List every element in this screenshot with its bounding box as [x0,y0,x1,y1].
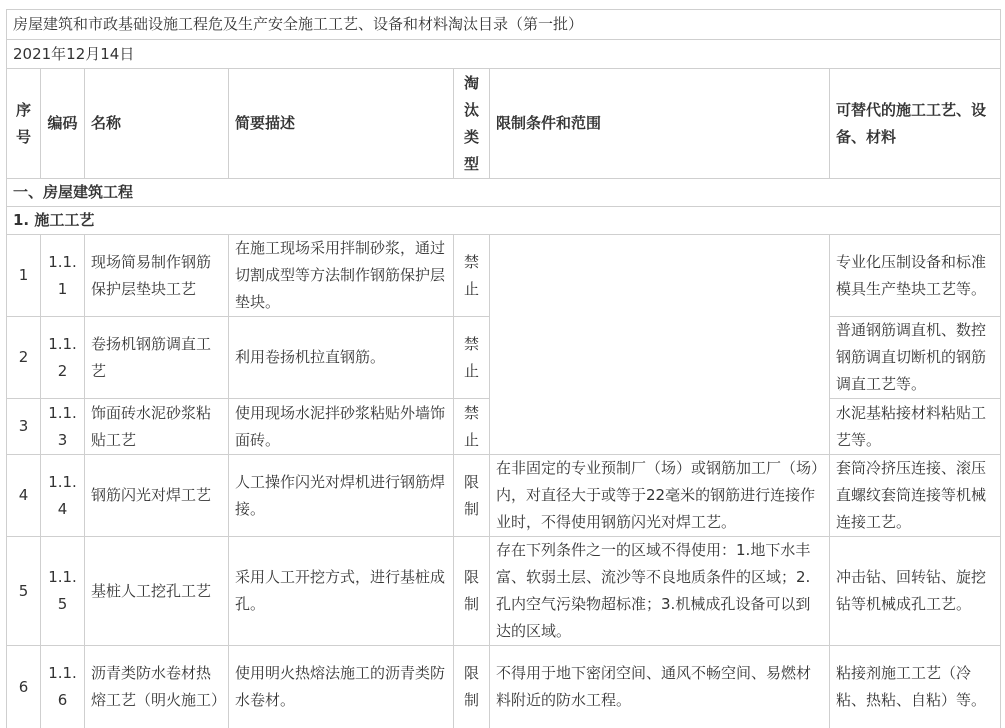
table-row [7,455,1001,537]
table-row [7,235,1001,317]
cell-type: 限制 [454,537,490,646]
cell-name: 钢筋闪光对焊工艺 [85,455,229,537]
cell-code: 1.1.2 [41,317,85,399]
col-header-name: 名称 [85,69,229,179]
col-header-alt: 可替代的施工工艺、设备、材料 [830,69,1001,179]
catalog-table [6,9,1001,728]
cell-seq: 2 [7,317,41,399]
cell-desc: 人工操作闪光对焊机进行钢筋焊接。 [229,455,454,537]
cell-desc: 使用现场水泥拌砂浆粘贴外墙饰面砖。 [229,399,454,455]
subsection-heading: 1. 施工工艺 [7,207,1001,235]
col-header-limit: 限制条件和范围 [490,69,830,179]
cell-limit [490,235,830,455]
col-header-desc: 简要描述 [229,69,454,179]
cell-alt: 粘接剂施工工艺（冷粘、热粘、自粘）等。 [830,646,1001,728]
cell-type: 禁止 [454,399,490,455]
cell-seq: 5 [7,537,41,646]
cell-desc: 在施工现场采用拌制砂浆，通过切割成型等方法制作钢筋保护层垫块。 [229,235,454,317]
cell-limit: 存在下列条件之一的区域不得使用：1.地下水丰富、软弱土层、流沙等不良地质条件的区域；2.孔内空气污染物超标准；3.机械成孔设备可以到达的区域。 [490,537,830,646]
cell-seq: 3 [7,399,41,455]
cell-limit: 不得用于地下密闭空间、通风不畅空间、易燃材料附近的防水工程。 [490,646,830,728]
cell-code: 1.1.6 [41,646,85,728]
col-header-code: 编码 [41,69,85,179]
cell-alt: 专业化压制设备和标准模具生产垫块工艺等。 [830,235,1001,317]
cell-name: 现场简易制作钢筋保护层垫块工艺 [85,235,229,317]
cell-name: 卷扬机钢筋调直工艺 [85,317,229,399]
cell-type: 禁止 [454,235,490,317]
cell-alt: 冲击钻、回转钻、旋挖钻等机械成孔工艺。 [830,537,1001,646]
cell-name: 饰面砖水泥砂浆粘贴工艺 [85,399,229,455]
table-row [7,537,1001,646]
cell-type: 限制 [454,455,490,537]
section-heading: 一、房屋建筑工程 [7,179,1001,207]
cell-name: 基桩人工挖孔工艺 [85,537,229,646]
cell-code: 1.1.4 [41,455,85,537]
cell-desc: 利用卷扬机拉直钢筋。 [229,317,454,399]
cell-desc: 采用人工开挖方式，进行基桩成孔。 [229,537,454,646]
col-header-type: 淘汰类型 [454,69,490,179]
doc-date: 2021年12月14日 [7,40,1001,69]
cell-type: 禁止 [454,317,490,399]
cell-desc: 使用明火热熔法施工的沥青类防水卷材。 [229,646,454,728]
cell-seq: 6 [7,646,41,728]
cell-code: 1.1.3 [41,399,85,455]
cell-seq: 4 [7,455,41,537]
cell-name: 沥青类防水卷材热熔工艺（明火施工） [85,646,229,728]
cell-limit: 在非固定的专业预制厂（场）或钢筋加工厂（场）内，对直径大于或等于22毫米的钢筋进行连接作业时，不得使用钢筋闪光对焊工艺。 [490,455,830,537]
cell-alt: 水泥基粘接材料粘贴工艺等。 [830,399,1001,455]
table-row [7,646,1001,728]
doc-title: 房屋建筑和市政基础设施工程危及生产安全施工工艺、设备和材料淘汰目录（第一批） [7,10,1001,40]
cell-alt: 套筒冷挤压连接、滚压直螺纹套筒连接等机械连接工艺。 [830,455,1001,537]
cell-code: 1.1.5 [41,537,85,646]
cell-alt: 普通钢筋调直机、数控钢筋调直切断机的钢筋调直工艺等。 [830,317,1001,399]
cell-type: 限制 [454,646,490,728]
col-header-seq: 序号 [7,69,41,179]
cell-code: 1.1.1 [41,235,85,317]
cell-seq: 1 [7,235,41,317]
